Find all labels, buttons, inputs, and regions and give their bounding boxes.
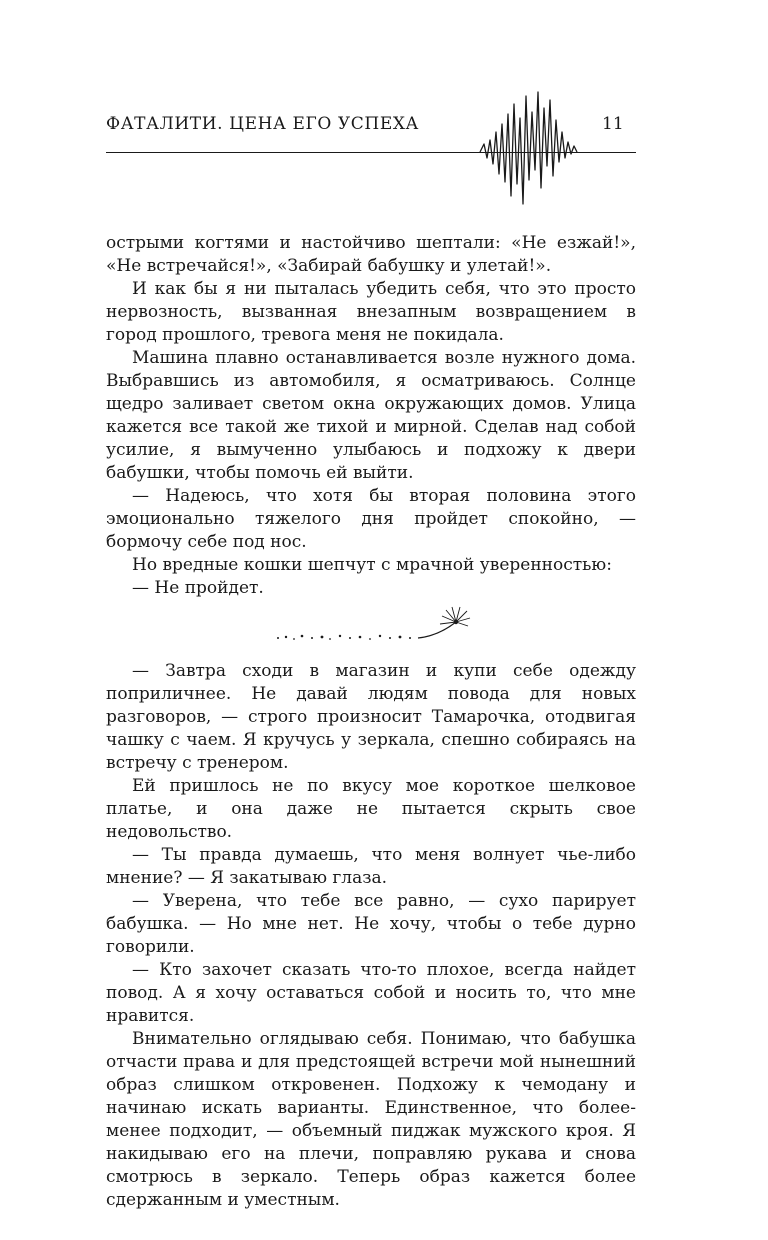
text-section-2	[106, 660, 636, 1212]
paragraph: — Завтра сходи в магазин и купи себе одежду поприличнее. Не давай людям повода для новых разговоров, — строго произносит Тамарочка, отодвигая чашку с чаем. Я кручусь у зеркала, спешно собираясь на встречу с тренером.	[106, 661, 636, 773]
paragraph: — Не пройдет.	[132, 578, 264, 598]
paragraph: — Надеюсь, что хотя бы вторая половина этого эмоционально тяжелого дня пройдет спокойно, — бормочу себе под нос.	[106, 486, 636, 552]
header-rule	[106, 152, 636, 153]
text-section-1	[106, 232, 636, 600]
paragraph: Но вредные кошки шепчут с мрачной уверенностью:	[132, 555, 612, 575]
dandelion-separator-icon	[270, 604, 480, 650]
paragraph: Машина плавно останавливается возле нужного дома. Выбравшись из автомобиля, я осматриваюсь. Солнце щедро заливает светом окна окружающих домов. Улица кажется все такой же тихой и мирной. Сделав над собой усилие, я вымученно улыбаюсь и подхожу к двери бабушки, чтобы помочь ей выйти.	[106, 348, 636, 483]
paragraph: — Кто захочет сказать что-то плохое, всегда найдет повод. А я хочу оставаться собой и носить то, что мне нравится.	[106, 960, 636, 1026]
paragraph: острыми когтями и настойчиво шептали: «Не езжай!», «Не встречайся!», «Забирай бабушку и улетай!».	[106, 233, 636, 276]
running-title: ФАТАЛИТИ. ЦЕНА ЕГО УСПЕХА	[106, 114, 420, 134]
paragraph: И как бы я ни пыталась убедить себя, что это просто нервозность, вызванная внезапным возвращением в город прошлого, тревога меня не покидала.	[106, 279, 636, 345]
paragraph: — Ты правда думаешь, что меня волнует чье-либо мнение? — Я закатываю глаза.	[106, 845, 636, 888]
paragraph: Ей пришлось не по вкусу мое короткое шелковое платье, и она даже не пытается скрыть свое недовольство.	[106, 776, 636, 842]
paragraph: Внимательно оглядываю себя. Понимаю, что бабушка отчасти права и для предстоящей встречи мой нынешний образ слишком откровенен. Подхожу к чемодану и начинаю искать варианты. Единственное, что более-менее подходит, — объемный пиджак мужского кроя. Я накидываю его на плечи, поправляю рукава и снова смотрюсь в зеркало. Теперь образ кажется более сдержанным и уместным.	[106, 1029, 636, 1210]
paragraph: — Уверена, что тебе все равно, — сухо парирует бабушка. — Но мне нет. Не хочу, чтобы о тебе дурно говорили.	[106, 891, 636, 957]
page-header	[0, 0, 768, 210]
page-number: 11	[602, 114, 624, 134]
waveform-icon	[478, 84, 578, 208]
